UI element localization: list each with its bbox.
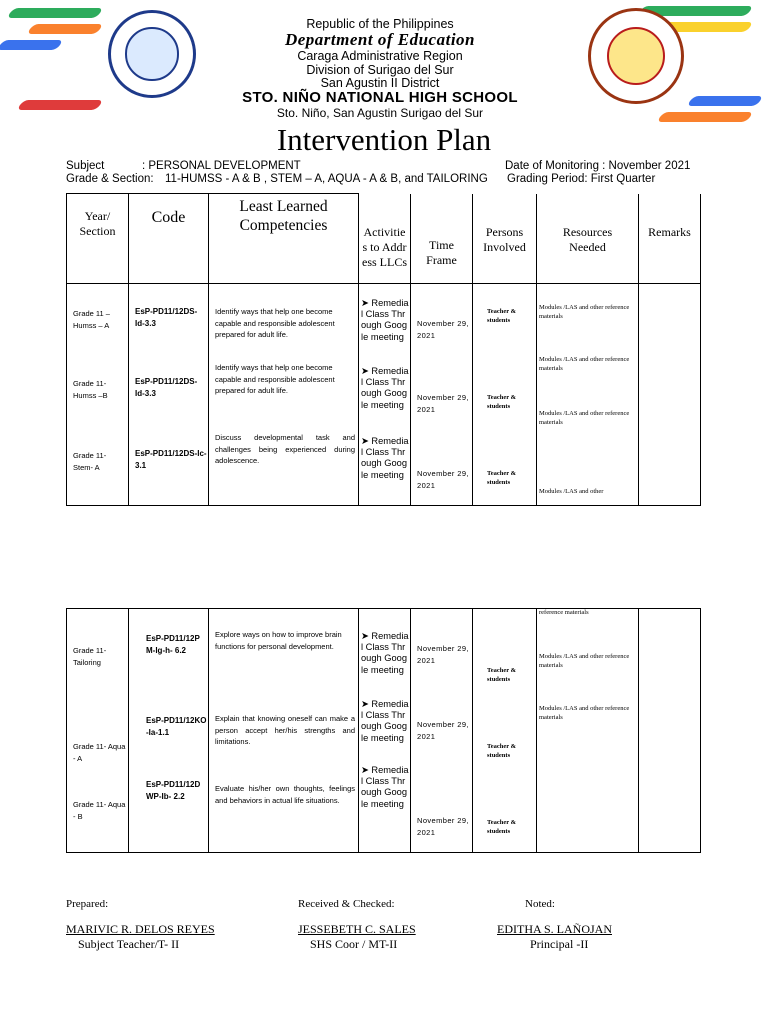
prepared-label: Prepared:	[66, 898, 109, 910]
header-year-section: Year/ Section	[79, 209, 116, 238]
competency-humss-a: Identify ways that help one become capable and responsible adolescent prepared for adult life.	[215, 307, 335, 339]
code-humss-a: EsP-PD11/12DS-Id-3.3	[135, 307, 198, 328]
time-stem-a: November 29, 2021	[417, 469, 469, 490]
intervention-table-2	[66, 608, 701, 853]
code-stem-a: EsP-PD11/12DS-Ic-3.1	[135, 449, 207, 470]
stripe-blue-right-decoration	[686, 96, 763, 106]
activity-stem-a	[361, 436, 409, 481]
resources-humss-a: Modules /LAS and other reference materials	[539, 304, 630, 320]
header-time-frame: Time Frame	[426, 237, 457, 267]
stripe-orange-right-decoration	[656, 112, 753, 122]
competency-cell	[209, 284, 359, 506]
header-remarks: Remarks	[648, 224, 691, 239]
activity-text: Remedial Class Through Google meeting	[361, 436, 409, 480]
section-cell	[67, 609, 129, 853]
received-name: JESSEBETH C. SALES	[298, 922, 416, 936]
activity-text: Remedial Class Through Google meeting	[361, 298, 409, 342]
header-cell	[473, 194, 537, 284]
activity-text: Remedial Class Through Google meeting	[361, 366, 409, 410]
section-humss-b: Grade 11- Humss –B	[73, 379, 108, 400]
school-seal-icon	[588, 8, 684, 104]
resources-aqua-a: Modules /LAS and other reference materials	[539, 705, 630, 721]
header-resources: Resources Needed	[562, 224, 613, 254]
header-region: Caraga Administrative Region	[297, 49, 463, 63]
arrow-bullet-icon: ➤	[361, 436, 372, 446]
code-tailoring: EsP-PD11/12PM-Ig-h- 6.2	[146, 634, 200, 655]
table-row	[67, 609, 701, 853]
activity-aqua-a	[361, 699, 409, 744]
received-label: Received & Checked:	[298, 898, 395, 910]
header-district: San Agustin II District	[320, 76, 440, 90]
code-humss-b: EsP-PD11/12DS-Id-3.3	[135, 377, 198, 398]
competency-stem-a: Discuss developmental task and challenges being experienced during adolescence.	[215, 433, 355, 465]
header-cell	[209, 194, 359, 284]
header-activities: Activities to Address LLCs	[362, 224, 407, 269]
header-republic: Republic of the Philippines	[306, 17, 454, 31]
grade-section-value: 11-HUMSS - A & B , STEM – A, AQUA - A & B, and TAILORING	[165, 173, 488, 185]
code-aqua-b: EsP-PD11/12DWP-Ib- 2.2	[146, 780, 201, 801]
arrow-bullet-icon: ➤	[361, 366, 372, 376]
subject-label: Subject	[66, 160, 105, 172]
resources-continued: Modules /LAS and other	[539, 488, 604, 495]
activity-cell	[359, 284, 411, 506]
persons-stem-a: Teacher & students	[487, 470, 517, 486]
resources-stem-a: Modules /LAS and other reference materials	[539, 410, 630, 426]
resources-cell	[537, 284, 639, 506]
noted-name: EDITHA S. LAÑOJAN	[497, 922, 612, 936]
remarks-cell	[639, 284, 701, 506]
activity-tailoring	[361, 631, 409, 676]
header-cell	[537, 194, 639, 284]
prepared-name: MARIVIC R. DELOS REYES	[66, 922, 215, 936]
time-cell	[411, 609, 473, 853]
prepared-title: Subject Teacher/T- II	[78, 937, 180, 951]
header-persons: Persons Involved	[483, 224, 526, 254]
header-cell	[411, 194, 473, 284]
noted-title: Principal -II	[530, 937, 589, 951]
header-cell	[67, 194, 129, 284]
section-aqua-b: Grade 11- Aqua - B	[73, 800, 126, 821]
persons-aqua-a: Teacher & students	[487, 743, 517, 759]
code-cell	[129, 609, 209, 853]
persons-aqua-b: Teacher & students	[487, 819, 517, 835]
persons-humss-a: Teacher & students	[487, 308, 517, 324]
code-aqua-a: EsP-PD11/12KO-Ia-1.1	[146, 716, 207, 737]
time-humss-a: November 29, 2021	[417, 319, 469, 340]
header-cell	[129, 194, 209, 284]
persons-cell	[473, 284, 537, 506]
header-code: Code	[151, 209, 186, 226]
competency-aqua-a: Explain that knowing oneself can make a person accept her/his strengths and limitations.	[215, 714, 355, 746]
header-department: Department of Education	[284, 30, 475, 49]
header-division: Division of Surigao del Sur	[306, 63, 454, 77]
arrow-bullet-icon: ➤	[361, 298, 372, 308]
resources-humss-b: Modules /LAS and other reference materials	[539, 356, 630, 372]
stripe-red-decoration	[16, 100, 103, 110]
competency-tailoring: Explore ways on how to improve brain functions for personal development.	[215, 630, 342, 651]
activity-humss-b	[361, 366, 409, 411]
resources-tailoring: Modules /LAS and other reference materials	[539, 653, 630, 669]
activity-aqua-b	[361, 765, 409, 810]
header-cell	[639, 194, 701, 284]
resources-continued-top: reference materials	[539, 609, 589, 616]
persons-humss-b: Teacher & students	[487, 394, 517, 410]
subject-value: : PERSONAL DEVELOPMENT	[142, 160, 301, 172]
competency-aqua-b: Evaluate his/her own thoughts, feelings and behaviors in actual life situations.	[215, 784, 355, 805]
table-row	[67, 284, 701, 506]
stripe-orange-decoration	[26, 24, 103, 34]
date-of-monitoring: Date of Monitoring : November 2021	[505, 160, 691, 172]
activity-text: Remedial Class Through Google meeting	[361, 699, 409, 743]
persons-tailoring: Teacher & students	[487, 667, 517, 683]
arrow-bullet-icon: ➤	[361, 765, 372, 775]
header-address: Sto. Niño, San Agustin Surigao del Sur	[276, 106, 484, 120]
code-cell	[129, 284, 209, 506]
section-stem-a: Grade 11- Stem- A	[73, 451, 107, 472]
noted-label: Noted:	[525, 898, 555, 910]
activity-text: Remedial Class Through Google meeting	[361, 765, 409, 809]
arrow-bullet-icon: ➤	[361, 699, 372, 709]
competency-humss-b: Identify ways that help one become capable and responsible adolescent prepared for adult life.	[215, 363, 335, 395]
remarks-cell	[639, 609, 701, 853]
section-humss-a: Grade 11 – Humss – A	[73, 309, 110, 330]
persons-cell	[473, 609, 537, 853]
table-header-row	[67, 194, 701, 284]
activity-cell	[359, 609, 411, 853]
competency-cell	[209, 609, 359, 853]
time-tailoring: November 29, 2021	[417, 644, 469, 665]
page-title: Intervention Plan	[276, 122, 492, 157]
resources-cell	[537, 609, 639, 853]
header-school-name: STO. NIÑO NATIONAL HIGH SCHOOL	[242, 89, 518, 106]
time-aqua-a: November 29, 2021	[417, 720, 469, 741]
received-title: SHS Coor / MT-II	[310, 937, 398, 951]
intervention-table-1	[66, 193, 701, 506]
grading-period: Grading Period: First Quarter	[507, 173, 656, 185]
grade-section-label: Grade & Section:	[66, 173, 154, 185]
header-cell	[359, 194, 411, 284]
time-humss-b: November 29, 2021	[417, 393, 469, 414]
stripe-green-decoration	[6, 8, 103, 18]
arrow-bullet-icon: ➤	[361, 631, 372, 641]
section-cell	[67, 284, 129, 506]
letterhead	[0, 0, 768, 128]
section-aqua-a: Grade 11- Aqua - A	[73, 742, 126, 763]
activity-humss-a	[361, 298, 409, 343]
header-llc: Least Learned Competencies	[239, 198, 328, 234]
stripe-blue-decoration	[0, 40, 64, 50]
time-aqua-b: November 29, 2021	[417, 816, 469, 837]
activity-text: Remedial Class Through Google meeting	[361, 631, 409, 675]
section-tailoring: Grade 11- Tailoring	[73, 646, 107, 667]
time-cell	[411, 284, 473, 506]
